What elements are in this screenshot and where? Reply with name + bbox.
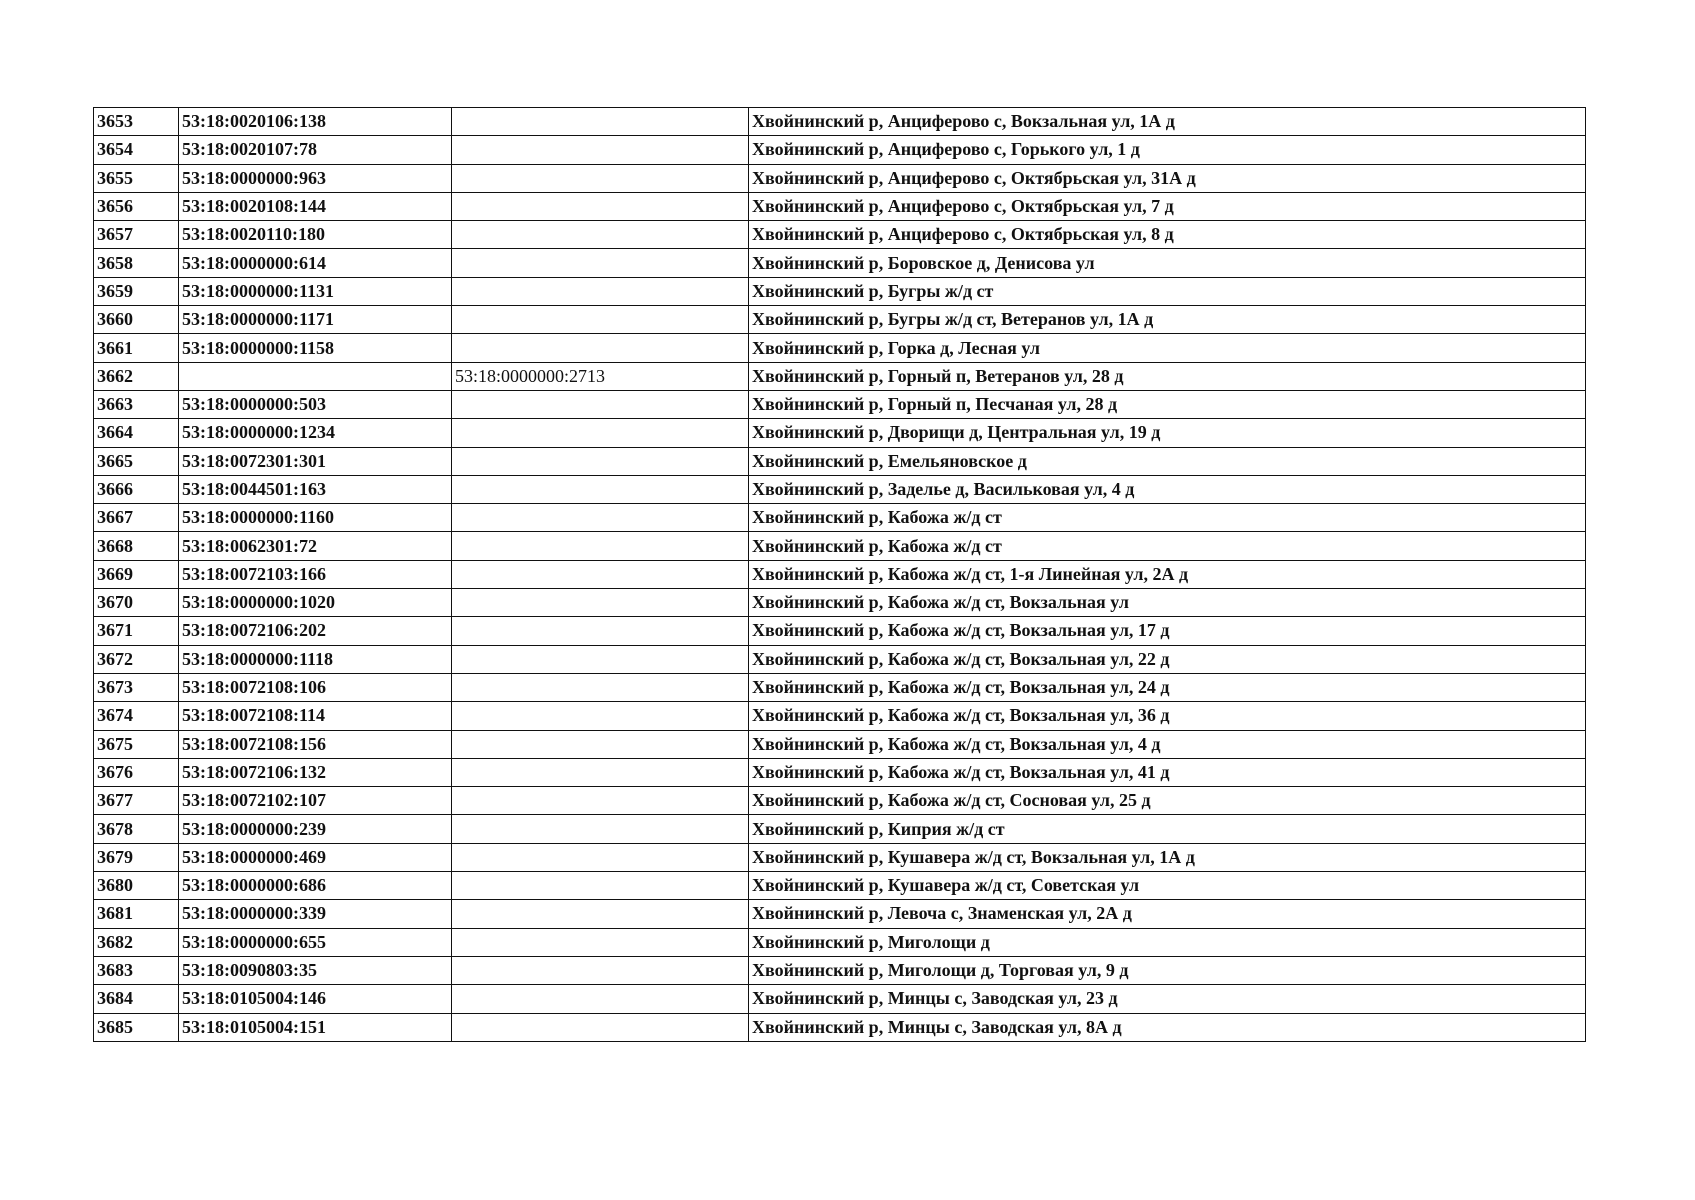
cadastral-number-cell: 53:18:0072106:132 — [179, 758, 452, 786]
row-number-cell: 3661 — [94, 334, 179, 362]
row-number-cell: 3665 — [94, 447, 179, 475]
cadastral-number-cell: 53:18:0044501:163 — [179, 475, 452, 503]
address-cell: Хвойнинский р, Горный п, Ветеранов ул, 28 д — [749, 362, 1586, 390]
row-number-cell: 3677 — [94, 787, 179, 815]
table-row — [94, 702, 1586, 730]
land-parcel-number-cell — [452, 164, 749, 192]
row-number-cell: 3669 — [94, 560, 179, 588]
table-row — [94, 956, 1586, 984]
cadastral-number-cell: 53:18:0072106:202 — [179, 617, 452, 645]
row-number-cell: 3655 — [94, 164, 179, 192]
cadastral-number-cell: 53:18:0072301:301 — [179, 447, 452, 475]
registry-body — [94, 108, 1586, 1042]
address-cell: Хвойнинский р, Кабожа ж/д ст, Сосновая ул, 25 д — [749, 787, 1586, 815]
table-row — [94, 928, 1586, 956]
land-parcel-number-cell — [452, 673, 749, 701]
address-cell: Хвойнинский р, Кабожа ж/д ст, Вокзальная ул, 24 д — [749, 673, 1586, 701]
address-cell: Хвойнинский р, Кабожа ж/д ст — [749, 504, 1586, 532]
cadastral-number-cell: 53:18:0000000:239 — [179, 815, 452, 843]
cadastral-number-cell: 53:18:0020106:138 — [179, 108, 452, 136]
cadastral-number-cell: 53:18:0020110:180 — [179, 221, 452, 249]
table-row — [94, 306, 1586, 334]
cadastral-number-cell: 53:18:0020108:144 — [179, 192, 452, 220]
cadastral-number-cell: 53:18:0000000:686 — [179, 872, 452, 900]
table-row — [94, 221, 1586, 249]
row-number-cell: 3685 — [94, 1013, 179, 1041]
land-parcel-number-cell — [452, 277, 749, 305]
address-cell: Хвойнинский р, Кабожа ж/д ст, Вокзальная ул, 17 д — [749, 617, 1586, 645]
land-parcel-number-cell — [452, 1013, 749, 1041]
registry-table — [93, 107, 1586, 1042]
row-number-cell: 3668 — [94, 532, 179, 560]
land-parcel-number-cell — [452, 504, 749, 532]
land-parcel-number-cell — [452, 758, 749, 786]
land-parcel-number-cell — [452, 645, 749, 673]
land-parcel-number-cell — [452, 617, 749, 645]
table-row — [94, 277, 1586, 305]
table-row — [94, 249, 1586, 277]
row-number-cell: 3654 — [94, 136, 179, 164]
address-cell: Хвойнинский р, Кабожа ж/д ст — [749, 532, 1586, 560]
table-row — [94, 589, 1586, 617]
address-cell: Хвойнинский р, Кабожа ж/д ст, Вокзальная ул, 4 д — [749, 730, 1586, 758]
address-cell: Хвойнинский р, Емельяновское д — [749, 447, 1586, 475]
row-number-cell: 3679 — [94, 843, 179, 871]
land-parcel-number-cell — [452, 475, 749, 503]
land-parcel-number-cell — [452, 589, 749, 617]
cadastral-number-cell: 53:18:0000000:1158 — [179, 334, 452, 362]
land-parcel-number-cell — [452, 249, 749, 277]
table-row — [94, 108, 1586, 136]
row-number-cell: 3681 — [94, 900, 179, 928]
land-parcel-number-cell — [452, 390, 749, 418]
land-parcel-number-cell — [452, 730, 749, 758]
table-row — [94, 390, 1586, 418]
table-row — [94, 475, 1586, 503]
land-parcel-number-cell — [452, 108, 749, 136]
address-cell: Хвойнинский р, Левоча с, Знаменская ул, 2А д — [749, 900, 1586, 928]
land-parcel-number-cell — [452, 419, 749, 447]
land-parcel-number-cell — [452, 221, 749, 249]
table-row — [94, 532, 1586, 560]
cadastral-number-cell: 53:18:0000000:503 — [179, 390, 452, 418]
row-number-cell: 3673 — [94, 673, 179, 701]
address-cell: Хвойнинский р, Минцы с, Заводская ул, 23 д — [749, 985, 1586, 1013]
address-cell: Хвойнинский р, Кабожа ж/д ст, Вокзальная ул, 36 д — [749, 702, 1586, 730]
address-cell: Хвойнинский р, Минцы с, Заводская ул, 8А д — [749, 1013, 1586, 1041]
table-row — [94, 730, 1586, 758]
address-cell: Хвойнинский р, Кушавера ж/д ст, Советская ул — [749, 872, 1586, 900]
row-number-cell: 3663 — [94, 390, 179, 418]
row-number-cell: 3659 — [94, 277, 179, 305]
row-number-cell: 3671 — [94, 617, 179, 645]
land-parcel-number-cell — [452, 560, 749, 588]
address-cell: Хвойнинский р, Анциферово с, Горького ул, 1 д — [749, 136, 1586, 164]
land-parcel-number-cell — [452, 136, 749, 164]
row-number-cell: 3682 — [94, 928, 179, 956]
address-cell: Хвойнинский р, Анциферово с, Октябрьская ул, 8 д — [749, 221, 1586, 249]
row-number-cell: 3662 — [94, 362, 179, 390]
table-row — [94, 843, 1586, 871]
cadastral-number-cell: 53:18:0000000:469 — [179, 843, 452, 871]
cadastral-number-cell: 53:18:0072108:114 — [179, 702, 452, 730]
table-row — [94, 617, 1586, 645]
address-cell: Хвойнинский р, Дворищи д, Центральная ул, 19 д — [749, 419, 1586, 447]
land-parcel-number-cell — [452, 787, 749, 815]
table-row — [94, 504, 1586, 532]
table-row — [94, 985, 1586, 1013]
row-number-cell: 3660 — [94, 306, 179, 334]
land-parcel-number-cell — [452, 192, 749, 220]
land-parcel-number-cell — [452, 900, 749, 928]
cadastral-number-cell: 53:18:0000000:1118 — [179, 645, 452, 673]
cadastral-number-cell: 53:18:0072102:107 — [179, 787, 452, 815]
address-cell: Хвойнинский р, Киприя ж/д ст — [749, 815, 1586, 843]
land-parcel-number-cell — [452, 872, 749, 900]
row-number-cell: 3664 — [94, 419, 179, 447]
table-row — [94, 758, 1586, 786]
row-number-cell: 3683 — [94, 956, 179, 984]
address-cell: Хвойнинский р, Заделье д, Васильковая ул, 4 д — [749, 475, 1586, 503]
table-row — [94, 815, 1586, 843]
land-parcel-number-cell — [452, 532, 749, 560]
land-parcel-number-cell — [452, 843, 749, 871]
land-parcel-number-cell: 53:18:0000000:2713 — [452, 362, 749, 390]
row-number-cell: 3666 — [94, 475, 179, 503]
row-number-cell: 3656 — [94, 192, 179, 220]
cadastral-number-cell: 53:18:0000000:655 — [179, 928, 452, 956]
table-row — [94, 560, 1586, 588]
table-row — [94, 673, 1586, 701]
table-row — [94, 447, 1586, 475]
address-cell: Хвойнинский р, Бугры ж/д ст, Ветеранов ул, 1А д — [749, 306, 1586, 334]
address-cell: Хвойнинский р, Боровское д, Денисова ул — [749, 249, 1586, 277]
cadastral-number-cell: 53:18:0090803:35 — [179, 956, 452, 984]
row-number-cell: 3675 — [94, 730, 179, 758]
cadastral-number-cell: 53:18:0000000:1020 — [179, 589, 452, 617]
cadastral-number-cell: 53:18:0000000:1131 — [179, 277, 452, 305]
address-cell: Хвойнинский р, Кабожа ж/д ст, Вокзальная ул, 41 д — [749, 758, 1586, 786]
table-row — [94, 419, 1586, 447]
table-row — [94, 136, 1586, 164]
table-row — [94, 334, 1586, 362]
cadastral-number-cell: 53:18:0020107:78 — [179, 136, 452, 164]
cadastral-number-cell: 53:18:0000000:339 — [179, 900, 452, 928]
row-number-cell: 3674 — [94, 702, 179, 730]
land-parcel-number-cell — [452, 334, 749, 362]
table-row — [94, 645, 1586, 673]
address-cell: Хвойнинский р, Бугры ж/д ст — [749, 277, 1586, 305]
land-parcel-number-cell — [452, 956, 749, 984]
row-number-cell: 3676 — [94, 758, 179, 786]
cadastral-number-cell: 53:18:0105004:151 — [179, 1013, 452, 1041]
land-parcel-number-cell — [452, 985, 749, 1013]
address-cell: Хвойнинский р, Кабожа ж/д ст, 1-я Линейная ул, 2А д — [749, 560, 1586, 588]
table-row — [94, 362, 1586, 390]
address-cell: Хвойнинский р, Анциферово с, Октябрьская ул, 31А д — [749, 164, 1586, 192]
land-parcel-number-cell — [452, 702, 749, 730]
cadastral-number-cell — [179, 362, 452, 390]
address-cell: Хвойнинский р, Горка д, Лесная ул — [749, 334, 1586, 362]
land-parcel-number-cell — [452, 815, 749, 843]
row-number-cell: 3672 — [94, 645, 179, 673]
address-cell: Хвойнинский р, Кабожа ж/д ст, Вокзальная ул, 22 д — [749, 645, 1586, 673]
land-parcel-number-cell — [452, 447, 749, 475]
row-number-cell: 3684 — [94, 985, 179, 1013]
cadastral-number-cell: 53:18:0000000:963 — [179, 164, 452, 192]
table-row — [94, 787, 1586, 815]
table-row — [94, 900, 1586, 928]
cadastral-number-cell: 53:18:0062301:72 — [179, 532, 452, 560]
address-cell: Хвойнинский р, Кушавера ж/д ст, Вокзальная ул, 1А д — [749, 843, 1586, 871]
row-number-cell: 3653 — [94, 108, 179, 136]
row-number-cell: 3680 — [94, 872, 179, 900]
address-cell: Хвойнинский р, Горный п, Песчаная ул, 28 д — [749, 390, 1586, 418]
table-row — [94, 872, 1586, 900]
cadastral-number-cell: 53:18:0000000:1234 — [179, 419, 452, 447]
cadastral-number-cell: 53:18:0000000:1160 — [179, 504, 452, 532]
address-cell: Хвойнинский р, Анциферово с, Октябрьская ул, 7 д — [749, 192, 1586, 220]
cadastral-number-cell: 53:18:0105004:146 — [179, 985, 452, 1013]
row-number-cell: 3678 — [94, 815, 179, 843]
address-cell: Хвойнинский р, Миголощи д, Торговая ул, 9 д — [749, 956, 1586, 984]
address-cell: Хвойнинский р, Кабожа ж/д ст, Вокзальная ул — [749, 589, 1586, 617]
cadastral-number-cell: 53:18:0072103:166 — [179, 560, 452, 588]
row-number-cell: 3667 — [94, 504, 179, 532]
land-parcel-number-cell — [452, 306, 749, 334]
address-cell: Хвойнинский р, Миголощи д — [749, 928, 1586, 956]
address-cell: Хвойнинский р, Анциферово с, Вокзальная ул, 1А д — [749, 108, 1586, 136]
land-parcel-number-cell — [452, 928, 749, 956]
cadastral-number-cell: 53:18:0000000:1171 — [179, 306, 452, 334]
cadastral-number-cell: 53:18:0072108:156 — [179, 730, 452, 758]
row-number-cell: 3657 — [94, 221, 179, 249]
cadastral-number-cell: 53:18:0072108:106 — [179, 673, 452, 701]
table-row — [94, 1013, 1586, 1041]
row-number-cell: 3670 — [94, 589, 179, 617]
row-number-cell: 3658 — [94, 249, 179, 277]
table-row — [94, 192, 1586, 220]
table-row — [94, 164, 1586, 192]
cadastral-number-cell: 53:18:0000000:614 — [179, 249, 452, 277]
